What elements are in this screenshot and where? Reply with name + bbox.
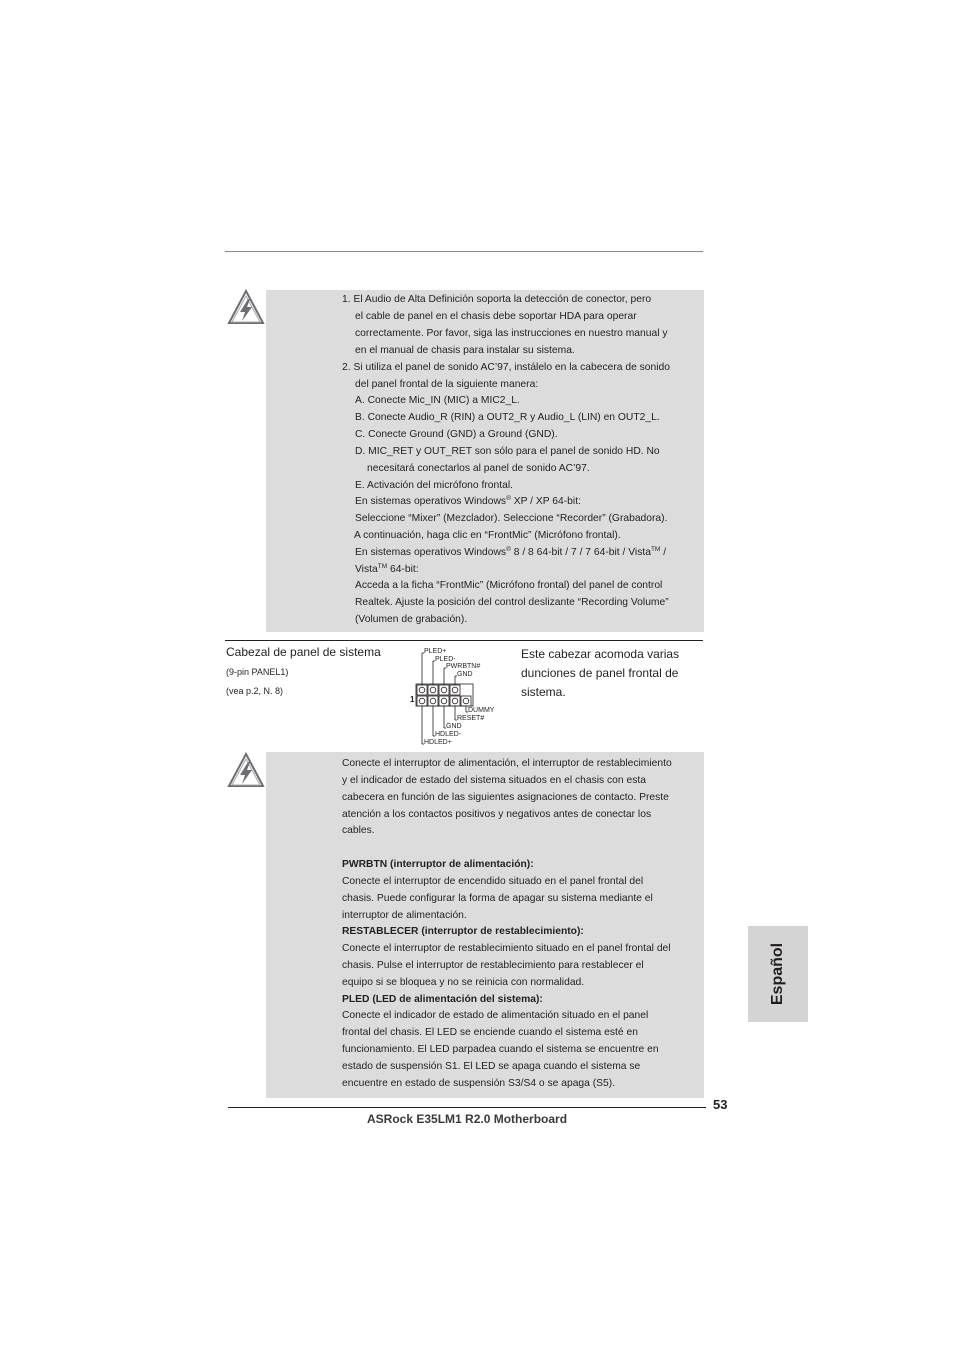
note2-line: interruptor de alimentación.: [342, 910, 467, 921]
note2-line: frontal del chasis. El LED se enciende cuando el sistema esté en: [342, 1027, 638, 1038]
warning-icon: [226, 751, 266, 789]
section-title: Cabezal de panel de sistema: [226, 645, 381, 659]
language-tab: [748, 926, 808, 1022]
pin-count: (9-pin PANEL1): [226, 667, 289, 677]
description-line: Este cabezar acomoda varias: [521, 647, 680, 661]
note1-line: correctamente. Por favor, siga las instrucciones en nuestro manual y: [355, 328, 668, 339]
note1-line: B. Conecte Audio_R (RIN) a OUT2_R y Audio_L (LIN) en OUT2_L.: [355, 412, 660, 423]
note1-line: del panel frontal de la siguiente manera:: [355, 379, 539, 390]
page-number: 53: [713, 1097, 728, 1112]
note2-heading-pwrbtn: PWRBTN (interruptor de alimentación):: [342, 859, 534, 870]
note1-line: Realtek. Ajuste la posición del control deslizante “Recording Volume”: [355, 597, 669, 608]
note1-line: A continuación, haga clic en “FrontMic” (Micrófono frontal).: [354, 530, 621, 541]
pin-label-hdled-minus: HDLED-: [435, 731, 462, 738]
description-line: dunciones de panel frontal de: [521, 666, 679, 680]
section-description: [521, 645, 679, 702]
pin-label-reset: RESET#: [457, 715, 485, 722]
note1-os-vista: Vista™ 64-bit:: [355, 563, 419, 575]
note1-line: A. Conecte Mic_IN (MIC) a MIC2_L.: [355, 395, 520, 406]
pin-label-pwrbtn: PWRBTN#: [446, 663, 481, 670]
footer-rule: [228, 1107, 706, 1108]
note2-heading-reset: RESTABLECER (interruptor de restablecimiento):: [342, 926, 584, 937]
note1-line: Seleccione “Mixer” (Mezclador). Seleccione “Recorder” (Grabadora).: [355, 513, 668, 524]
note1-line: 1. El Audio de Alta Definición soporta la detección de conector, pero: [342, 294, 652, 305]
note1-line: (Volumen de grabación).: [355, 614, 468, 625]
note2-line: equipo si se bloquea y no se reinicia con normalidad.: [342, 977, 585, 988]
pin-label-gnd-top: GND: [457, 671, 473, 678]
note1-line: E. Activación del micrófono frontal.: [355, 480, 513, 491]
note1-line: el cable de panel en el chasis debe soportar HDA para operar: [355, 311, 637, 322]
note1-line: C. Conecte Ground (GND) a Ground (GND).: [355, 429, 558, 440]
footer-product: ASRock E35LM1 R2.0 Motherboard: [367, 1112, 568, 1126]
note2-line: Conecte el interruptor de encendido situado en el panel frontal del: [342, 876, 644, 887]
panel-header-diagram: [408, 645, 500, 749]
note2-heading-pled: PLED (LED de alimentación del sistema):: [342, 994, 543, 1005]
section-separator: [225, 640, 703, 641]
note2-line: chasis. Puede configurar la forma de apagar su sistema mediante el: [342, 893, 653, 904]
pin-label-pled-minus: PLED-: [435, 656, 456, 663]
note2-line: Conecte el interruptor de restablecimiento situado en el panel frontal del: [342, 943, 671, 954]
note1-os-8: En sistemas operativos Windows® 8 / 8 64-bit / 7 / 7 64-bit / Vista™ /: [355, 546, 667, 558]
description-line: sistema.: [521, 685, 566, 699]
note1-line: D. MIC_RET y OUT_RET son sólo para el panel de sonido HD. No: [355, 446, 660, 457]
language-tab-label: Español: [769, 942, 786, 1006]
note2-line: funcionamiento. El LED parpadea cuando el sistema se encuentre en: [342, 1044, 659, 1055]
warning-icon: [226, 288, 266, 326]
note2-line: Conecte el indicador de estado de alimentación situado en el panel: [342, 1010, 649, 1021]
note1-line: necesitará conectarlos al panel de sonido AC’97.: [367, 463, 590, 474]
top-rule: [225, 251, 703, 252]
board-reference: (vea p.2, N. 8): [226, 686, 284, 696]
pin-label-dummy: DUMMY: [468, 707, 495, 714]
note2-line: Conecte el interruptor de alimentación, el interruptor de restablecimiento: [342, 758, 672, 769]
note1-line: en el manual de chasis para instalar su sistema.: [355, 345, 575, 356]
note2-line: cables.: [342, 825, 375, 836]
note2-line: y el indicador de estado del sistema situados en el chasis con esta: [342, 775, 646, 786]
pin-label-gnd-bottom: GND: [446, 723, 462, 730]
note1-line: Acceda a la ficha “FrontMic” (Micrófono frontal) del panel de control: [355, 580, 663, 591]
pin-label-pled-plus: PLED+: [424, 648, 447, 655]
note2-line: chasis. Pulse el interruptor de restablecimiento para restablecer el: [342, 960, 644, 971]
note1-os-xp: En sistemas operativos Windows® XP / XP 64-bit:: [355, 495, 581, 507]
note2-line: estado de suspensión S1. El LED se apaga cuando el sistema se: [342, 1061, 641, 1072]
note2-line: encuentre en estado de suspensión S3/S4 o se apaga (S5).: [342, 1078, 616, 1089]
pin-one-marker: 1: [410, 695, 415, 704]
note1-line: 2. Si utiliza el panel de sonido AC’97, instálelo en la cabecera de sonido: [342, 362, 671, 373]
note2-line: cabecera en función de las siguientes asignaciones de contacto. Preste: [342, 792, 669, 803]
pin-label-hdled-plus: HDLED+: [424, 739, 452, 746]
note2-line: atención a los contactos positivos y negativos antes de conectar los: [342, 809, 652, 820]
